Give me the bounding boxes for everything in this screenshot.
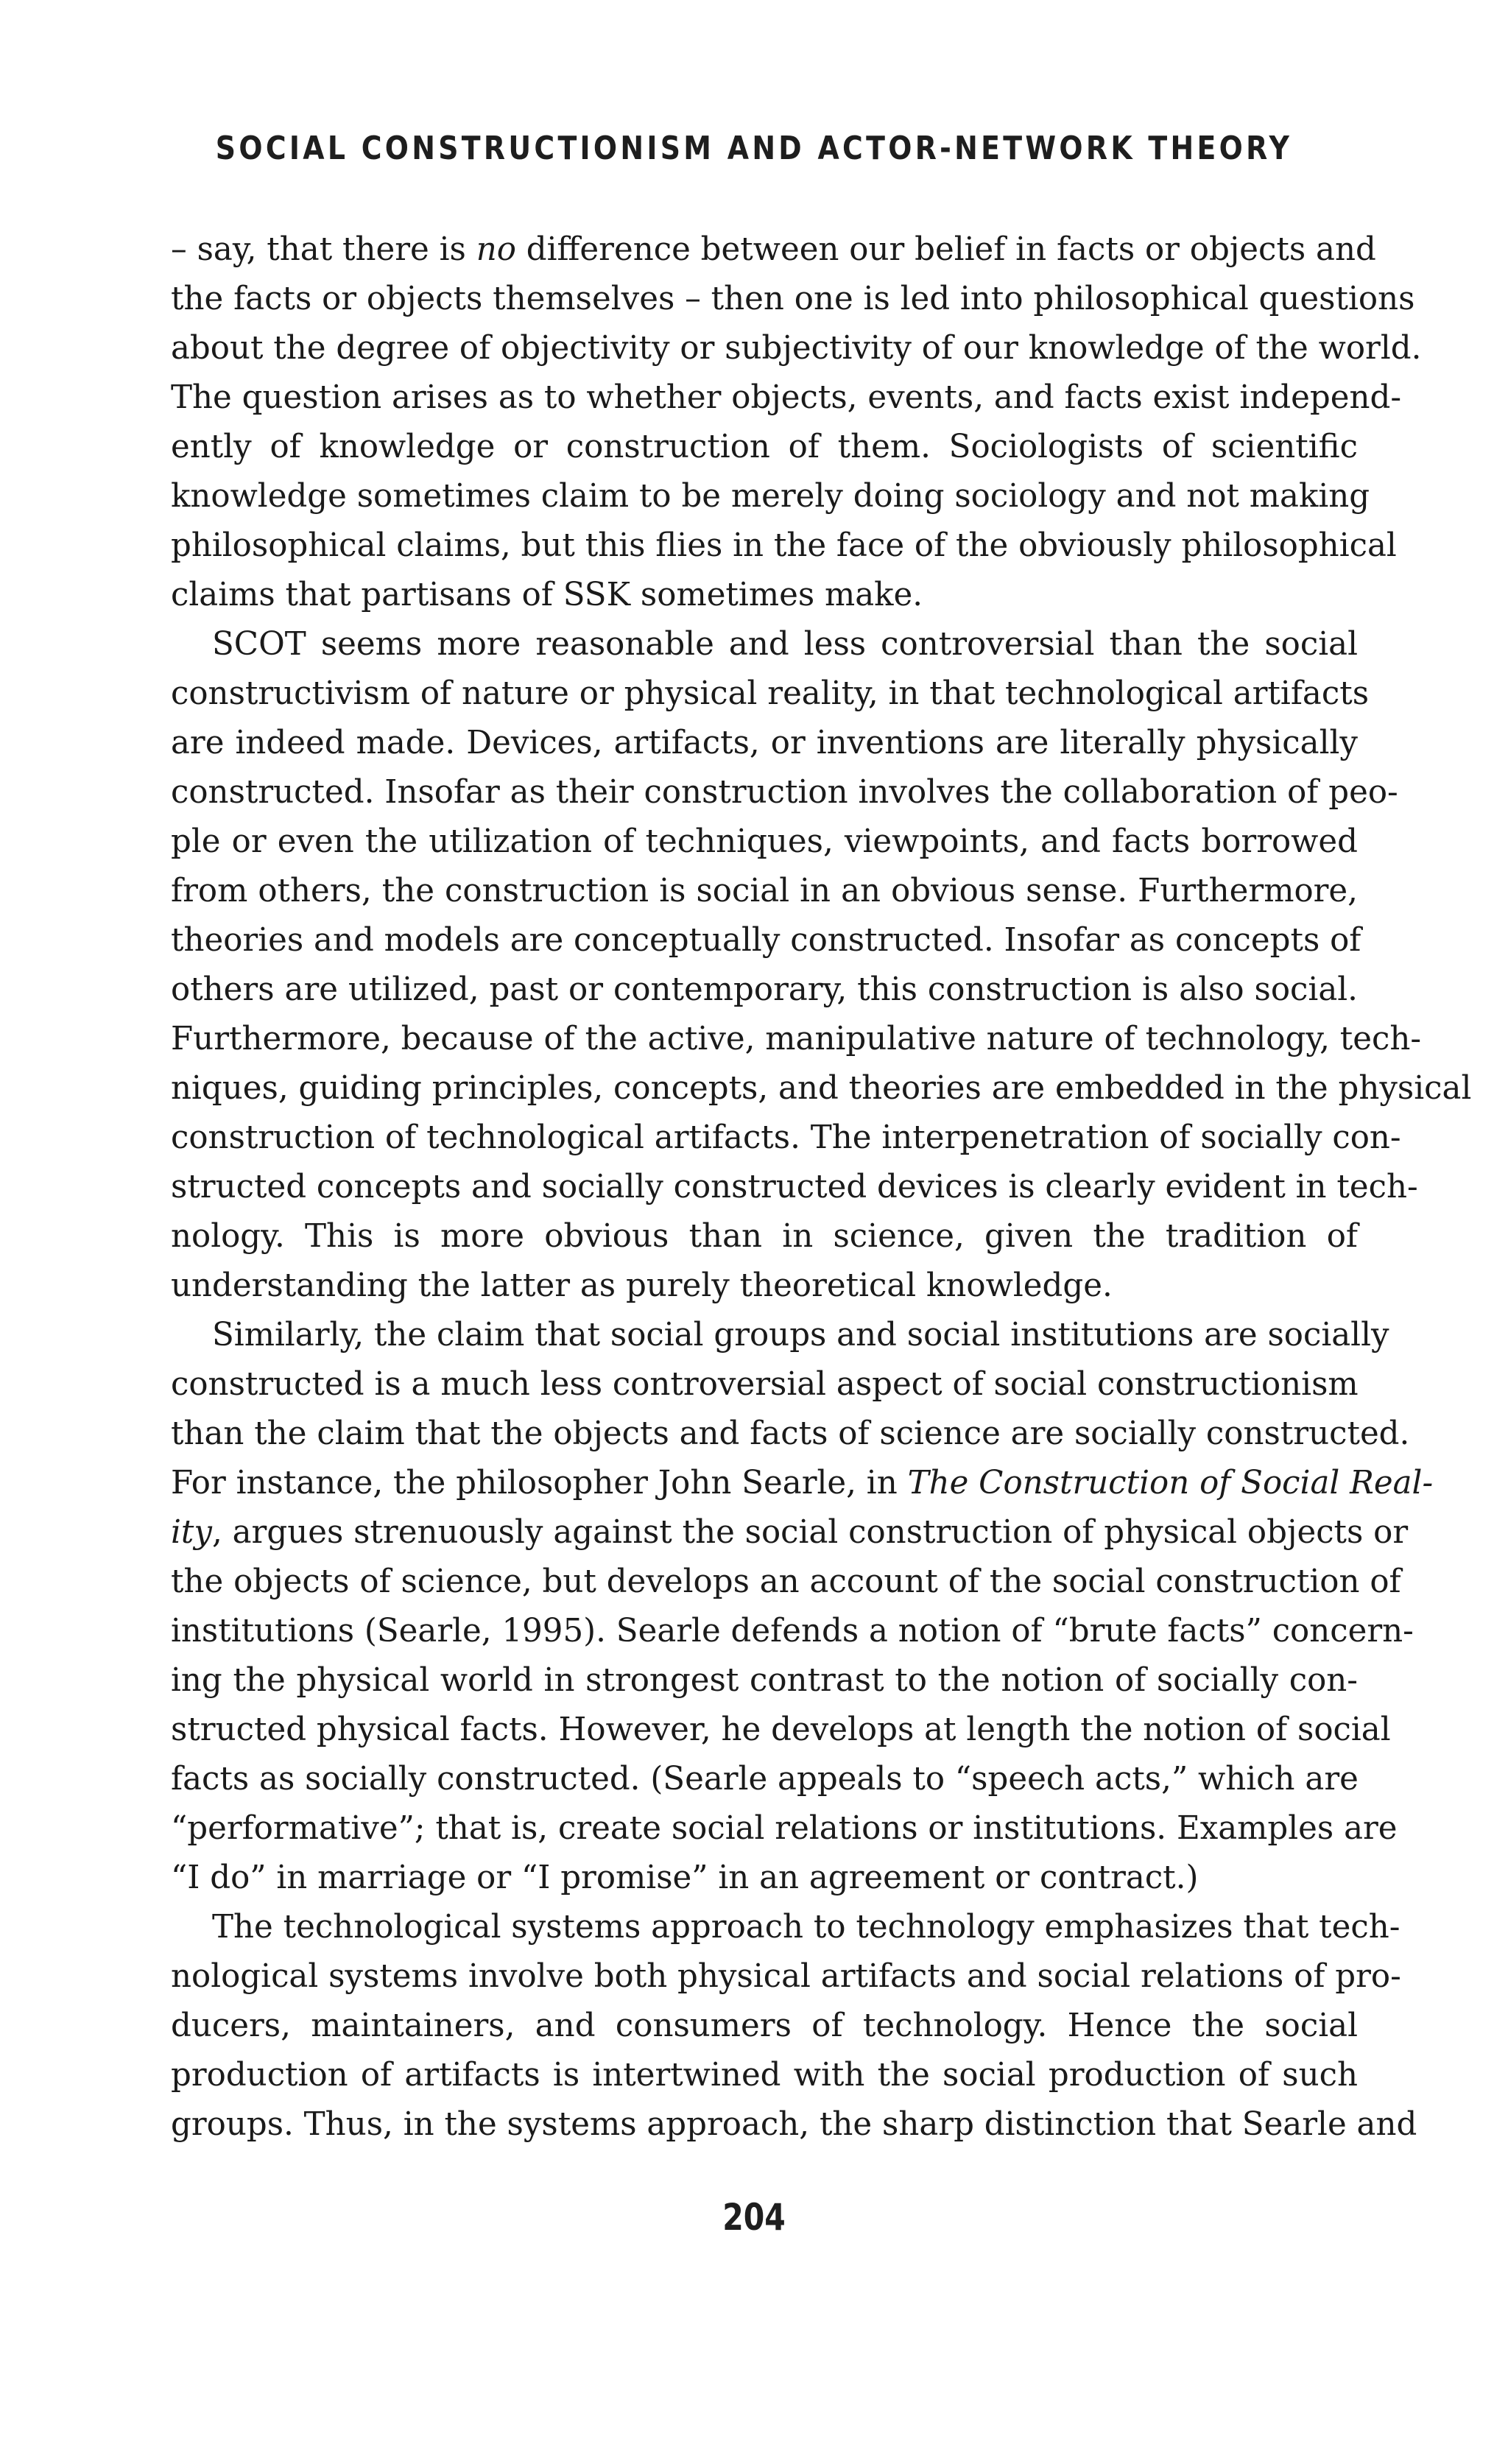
italic-text: no <box>476 231 516 268</box>
text-line: knowledge sometimes claim to be merely doing sociology and not making <box>171 478 1370 515</box>
text-line: structed concepts and socially constructed devices is clearly evident in tech- <box>171 1169 1418 1205</box>
text-line: production of artifacts is intertwined with the social production of such <box>171 2057 1358 2094</box>
text-line: SCOT seems more reasonable and less controversial than the social <box>212 626 1358 663</box>
paragraph <box>171 1903 1417 2150</box>
text-line: the facts or objects themselves – then one is led into philosophical questions <box>171 281 1415 317</box>
text-line: constructed is a much less controversial aspect of social constructionism <box>171 1366 1359 1403</box>
text-line: nological systems involve both physical artifacts and social relations of pro- <box>171 1958 1401 1995</box>
text-line: structed physical facts. However, he develops at length the notion of social <box>171 1711 1391 1748</box>
text-line: about the degree of objectivity or subjectivity of our knowledge of the world. <box>171 330 1422 367</box>
italic-text: The Construction of Social Real- <box>907 1465 1434 1502</box>
running-head: SOCIAL CONSTRUCTIONISM AND ACTOR-NETWORK THEORY <box>215 130 1293 167</box>
text-line: understanding the latter as purely theoretical knowledge. <box>171 1267 1113 1304</box>
text-line: constructivism of nature or physical reality, in that technological artifacts <box>171 675 1370 712</box>
text-line: than the claim that the objects and facts of science are socially constructed. <box>171 1415 1410 1452</box>
text-line: The question arises as to whether objects, events, and facts exist independ- <box>171 379 1402 416</box>
text-line: institutions (Searle, 1995). Searle defends a notion of “brute facts” concern- <box>171 1613 1414 1650</box>
italic-text: ity <box>171 1514 212 1551</box>
text-line: “performative”; that is, create social relations or institutions. Examples are <box>171 1810 1398 1847</box>
text-line: facts as socially constructed. (Searle appeals to “speech acts,” which are <box>171 1761 1359 1798</box>
text-line: ducers, maintainers, and consumers of technology. Hence the social <box>171 2007 1358 2044</box>
text-line: others are utilized, past or contemporary, this construction is also social. <box>171 971 1358 1008</box>
text-line: groups. Thus, in the systems approach, the sharp distinction that Searle and <box>171 2106 1417 2143</box>
text-line: – say, that there is no difference between our belief in facts or objects and <box>171 231 1376 268</box>
text-line: the objects of science, but develops an account of the social construction of <box>171 1563 1401 1600</box>
paragraph <box>171 225 1422 620</box>
text-line: Similarly, the claim that social groups and social institutions are socially <box>212 1317 1389 1354</box>
text-line: construction of technological artifacts. The interpenetration of socially con- <box>171 1119 1401 1156</box>
text-line: claims that partisans of SSK sometimes make. <box>171 577 923 613</box>
text-line: philosophical claims, but this flies in the face of the obviously philosophical <box>171 527 1397 564</box>
text-line: ently of knowledge or construction of them. Sociologists of scientific <box>171 429 1358 465</box>
text-line: niques, guiding principles, concepts, and theories are embedded in the physical <box>171 1070 1472 1107</box>
text-line: The technological systems approach to technology emphasizes that tech- <box>212 1909 1400 1946</box>
text-line: nology. This is more obvious than in science, given the tradition of <box>171 1218 1358 1255</box>
text-line: are indeed made. Devices, artifacts, or inventions are literally physically <box>171 725 1358 761</box>
text-line: ple or even the utilization of techniques, viewpoints, and facts borrowed <box>171 823 1358 860</box>
paragraph <box>171 1311 1434 1903</box>
text-line: Furthermore, because of the active, manipulative nature of technology, tech- <box>171 1021 1422 1057</box>
body-text <box>171 225 1472 2150</box>
paragraph <box>171 620 1472 1311</box>
text-line: For instance, the philosopher John Searle, in The Construction of Social Real- <box>171 1465 1434 1502</box>
text-line: from others, the construction is social in an obvious sense. Furthermore, <box>171 873 1358 909</box>
text-line: “I do” in marriage or “I promise” in an agreement or contract.) <box>171 1859 1199 1896</box>
text-line: ity, argues strenuously against the social construction of physical objects or <box>171 1514 1409 1551</box>
text-line: constructed. Insofar as their construction involves the collaboration of peo- <box>171 774 1398 811</box>
page-number: 204 <box>722 2196 786 2239</box>
text-line: theories and models are conceptually constructed. Insofar as concepts of <box>171 922 1361 959</box>
text-line: ing the physical world in strongest contrast to the notion of socially con- <box>171 1662 1358 1699</box>
